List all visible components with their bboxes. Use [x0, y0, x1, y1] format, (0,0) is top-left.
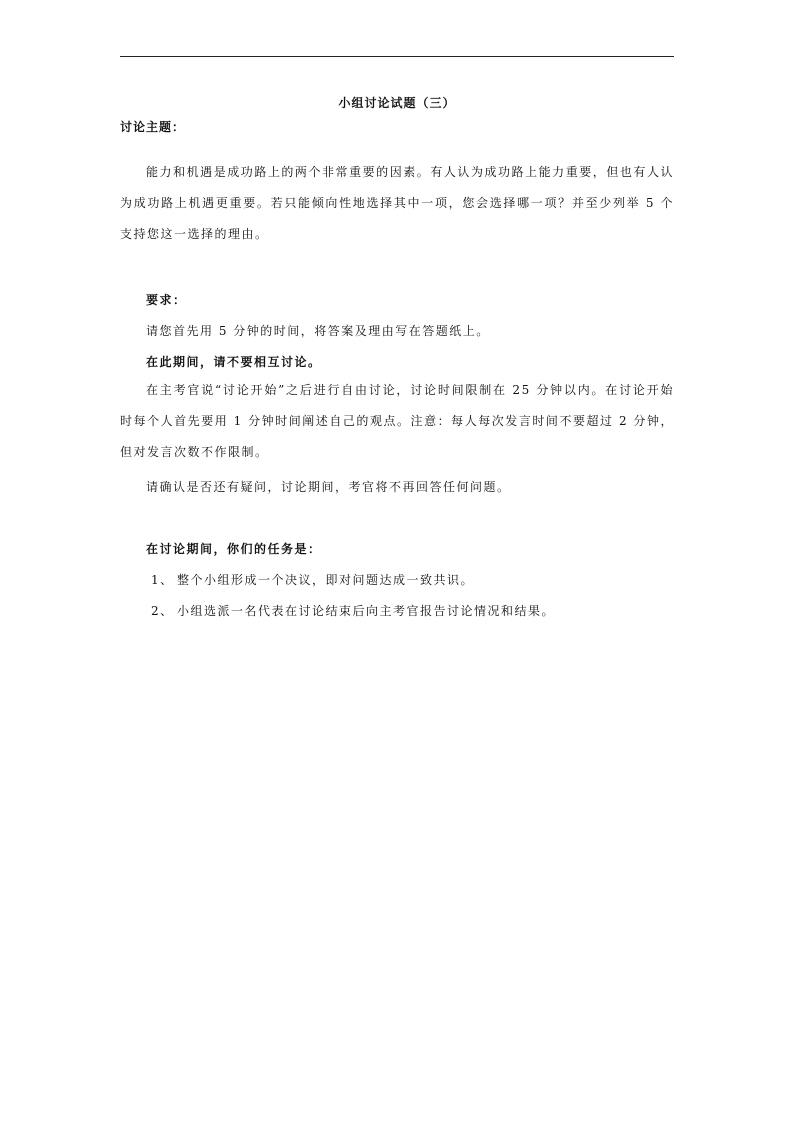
task-number: 1、	[151, 573, 174, 587]
header-rule	[120, 56, 674, 57]
tasks-label: 在讨论期间，你们的任务是：	[146, 542, 322, 556]
requirements-label: 要求：	[146, 293, 187, 307]
task-text: 小组选派一名代表在讨论结束后向主考官报告讨论情况和结果。	[177, 604, 556, 618]
task-number: 2、	[151, 604, 174, 618]
task-item	[151, 602, 555, 619]
requirement-discussion-rules: 在主考官说“讨论开始”之后进行自由讨论，讨论时间限制在 25 分钟以内。在讨论开始时每个人首先要用 1 分钟时间阐述自己的观点。注意：每人每次发言时间不要超过 2 分钟，但对发言次数不作限制。	[120, 383, 674, 459]
page-title: 小组讨论试题（三）	[338, 96, 456, 110]
topic-paragraph: 能力和机遇是成功路上的两个非常重要的因素。有人认为成功路上能力重要，但也有人认为成功路上机遇更重要。若只能倾向性地选择其中一项，您会选择哪一项？并至少列举 5 个支持您这一选择的理由。	[120, 165, 674, 241]
requirement-no-discussion: 在此期间，请不要相互讨论。	[146, 355, 322, 369]
requirement-questions: 请确认是否还有疑问，讨论期间，考官将不再回答任何问题。	[146, 480, 511, 494]
requirement-writing: 请您首先用 5 分钟的时间，将答案及理由写在答题纸上。	[146, 324, 490, 338]
task-item	[151, 571, 474, 588]
topic-label: 讨论主题：	[120, 120, 186, 134]
task-text: 整个小组形成一个决议，即对问题达成一致共识。	[177, 573, 475, 587]
